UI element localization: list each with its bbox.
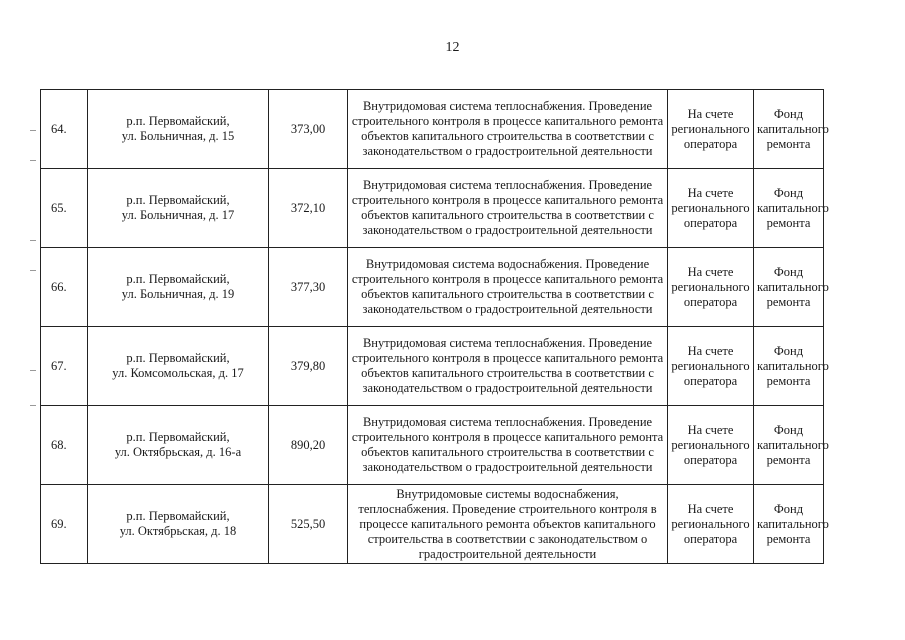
table-row — [41, 90, 824, 169]
account-cell: На счете регионального оператора — [668, 169, 754, 248]
funding-source-cell: Фонд капитального ремонта — [754, 248, 824, 327]
account-cell: На счете регионального оператора — [668, 485, 754, 564]
account-cell: На счете регионального оператора — [668, 406, 754, 485]
address-street: ул. Больничная, д. 19 — [121, 287, 235, 301]
address-street: ул. Больничная, д. 17 — [121, 208, 235, 222]
address-cell — [88, 485, 269, 564]
area-cell: 377,30 — [269, 248, 348, 327]
work-description-cell: Внутридомовые системы водоснабжения, теплоснабжения. Проведение строительного контроля в процессе капитального ремонта объектов капитального строительства в соответствии с законодательством о градостроительной деятельности — [348, 485, 668, 564]
table-row — [41, 327, 824, 406]
address-street: ул. Октябрьская, д. 18 — [119, 524, 237, 538]
area-cell: 890,20 — [269, 406, 348, 485]
address-locality: р.п. Первомайский, — [126, 430, 230, 444]
address-locality: р.п. Первомайский, — [126, 272, 230, 286]
address-locality: р.п. Первомайский, — [126, 193, 230, 207]
account-cell: На счете регионального оператора — [668, 248, 754, 327]
area-cell: 372,10 — [269, 169, 348, 248]
work-description-cell: Внутридомовая система теплоснабжения. Проведение строительного контроля в процессе капитального ремонта объектов капитального строительства в соответствии с законодательством о градостроительной деятельности — [348, 406, 668, 485]
address-locality: р.п. Первомайский, — [126, 351, 230, 365]
address-street: ул. Больничная, д. 15 — [121, 129, 235, 143]
row-number: 67. — [41, 327, 88, 406]
table-body — [41, 90, 829, 564]
area-cell: 373,00 — [269, 90, 348, 169]
funding-source-cell: Фонд капитального ремонта — [754, 485, 824, 564]
table-row — [41, 485, 824, 564]
address-cell — [88, 327, 269, 406]
work-description-cell: Внутридомовая система водоснабжения. Проведение строительного контроля в процессе капитального ремонта объектов капитального строительства в соответствии с законодательством о градостроительной деятельности — [348, 248, 668, 327]
scan-margin-marks — [30, 120, 38, 440]
address-cell — [88, 90, 269, 169]
work-description-cell: Внутридомовая система теплоснабжения. Проведение строительного контроля в процессе капитального ремонта объектов капитального строительства в соответствии с законодательством о градостроительной деятельности — [348, 169, 668, 248]
row-number: 68. — [41, 406, 88, 485]
row-number: 65. — [41, 169, 88, 248]
funding-source-cell: Фонд капитального ремонта — [754, 90, 824, 169]
repair-registry-table — [40, 89, 829, 564]
row-number: 69. — [41, 485, 88, 564]
table-row — [41, 169, 824, 248]
area-cell: 525,50 — [269, 485, 348, 564]
row-number: 64. — [41, 90, 88, 169]
address-cell — [88, 248, 269, 327]
work-description-cell: Внутридомовая система теплоснабжения. Проведение строительного контроля в процессе капитального ремонта объектов капитального строительства в соответствии с законодательством о градостроительной деятельности — [348, 327, 668, 406]
work-description-cell: Внутридомовая система теплоснабжения. Проведение строительного контроля в процессе капитального ремонта объектов капитального строительства в соответствии с законодательством о градостроительной деятельности — [348, 90, 668, 169]
address-cell — [88, 406, 269, 485]
address-cell — [88, 169, 269, 248]
address-locality: р.п. Первомайский, — [126, 509, 230, 523]
area-cell: 379,80 — [269, 327, 348, 406]
row-number: 66. — [41, 248, 88, 327]
page-number: 12 — [445, 40, 460, 55]
table-row — [41, 406, 824, 485]
funding-source-cell: Фонд капитального ремонта — [754, 169, 824, 248]
account-cell: На счете регионального оператора — [668, 327, 754, 406]
table-row — [41, 248, 824, 327]
address-street: ул. Октябрьская, д. 16-а — [114, 445, 242, 459]
address-locality: р.п. Первомайский, — [126, 114, 230, 128]
funding-source-cell: Фонд капитального ремонта — [754, 406, 824, 485]
account-cell: На счете регионального оператора — [668, 90, 754, 169]
funding-source-cell: Фонд капитального ремонта — [754, 327, 824, 406]
address-street: ул. Комсомольская, д. 17 — [112, 366, 244, 380]
